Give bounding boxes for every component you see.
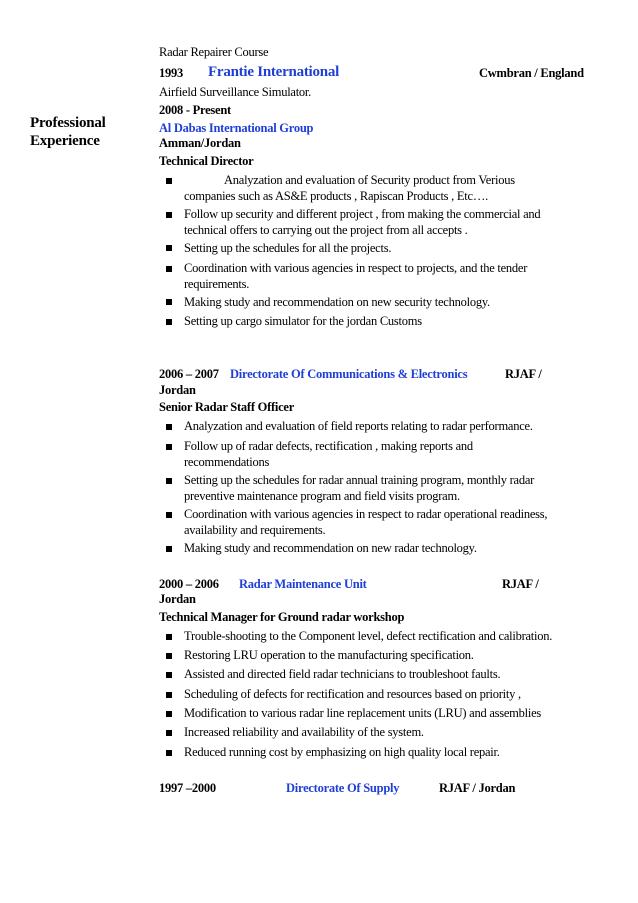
bullet-marker [166, 653, 172, 659]
bullet-marker [166, 212, 172, 218]
bullet-text: requirements. [184, 277, 250, 291]
bullet-marker [166, 711, 172, 717]
bullet-marker [166, 672, 172, 678]
bullet-text: Coordination with various agencies in respect to projects, and the tender [184, 261, 528, 275]
section-heading-line2: Experience [30, 133, 100, 149]
job-description: Airfield Surveillance Simulator. [159, 85, 312, 99]
bullet-marker [166, 299, 172, 305]
bullet-text: Modification to various radar line replacement units (LRU) and assemblies [184, 706, 541, 720]
bullet-text: Setting up the schedules for radar annual training program, monthly radar [184, 473, 535, 487]
job-title: Senior Radar Staff Officer [159, 400, 295, 414]
bullet-text: recommendations [184, 455, 270, 469]
company-name: Al Dabas International Group [159, 121, 314, 135]
company-name: Frantie International [208, 64, 339, 80]
bullet-text: Restoring LRU operation to the manufacturing specification. [184, 648, 474, 662]
bullet-marker [166, 730, 172, 736]
job-dates: 1993 [159, 66, 183, 80]
bullet-text: Setting up cargo simulator for the jordan Customs [184, 314, 422, 328]
bullet-marker [166, 178, 172, 184]
bullet-text: Reduced running cost by emphasizing on high quality local repair. [184, 745, 500, 759]
bullet-marker [166, 266, 172, 272]
bullet-text: preventive maintenance program and field visits program. [184, 489, 460, 503]
bullet-text: companies such as AS&E products , Rapiscan Products , Etc…. [184, 189, 488, 203]
bullet-text: Increased reliability and availability of the system. [184, 725, 424, 739]
company-name: Radar Maintenance Unit [239, 577, 367, 591]
bullet-text: Making study and recommendation on new radar technology. [184, 541, 477, 555]
bullet-marker [166, 512, 172, 518]
bullet-marker [166, 424, 172, 430]
company-name: Directorate Of Communications & Electronics [230, 367, 468, 381]
bullet-text: availability and requirements. [184, 523, 326, 537]
job-title: Technical Director [159, 154, 254, 168]
bullet-text: Analyzation and evaluation of field reports relating to radar performance. [184, 419, 533, 433]
bullet-marker [166, 692, 172, 698]
bullet-marker [166, 444, 172, 450]
bullet-text: Follow up security and different project , from making the commercial and [184, 207, 541, 221]
bullet-marker [166, 478, 172, 484]
job-title: Technical Manager for Ground radar workshop [159, 610, 405, 624]
bullet-text: Scheduling of defects for rectification and resources based on priority , [184, 687, 521, 701]
job-dates: 2000 – 2006 [159, 577, 219, 591]
job-location-country: Jordan [159, 592, 196, 606]
bullet-marker [166, 634, 172, 640]
job-dates: 1997 –2000 [159, 781, 216, 795]
bullet-text: Assisted and directed field radar technicians to troubleshoot faults. [184, 667, 501, 681]
bullet-text: Setting up the schedules for all the projects. [184, 241, 392, 255]
bullet-marker [166, 750, 172, 756]
job-location: RJAF / [502, 577, 539, 591]
course-name: Radar Repairer Course [159, 45, 269, 59]
job-dates: 2008 - Present [159, 103, 231, 117]
job-location: RJAF / Jordan [439, 781, 516, 795]
bullet-text: Coordination with various agencies in respect to radar operational readiness, [184, 507, 548, 521]
bullet-text: Analyzation and evaluation of Security product from Verious [224, 173, 515, 187]
section-heading [30, 114, 106, 150]
section-heading-line1: Professional [30, 115, 106, 131]
bullet-text: Making study and recommendation on new security technology. [184, 295, 490, 309]
job-location-country: Jordan [159, 383, 196, 397]
bullet-marker [166, 319, 172, 325]
job-location: Cwmbran / England [479, 66, 584, 80]
job-location: Amman/Jordan [159, 136, 241, 150]
bullet-text: Follow up of radar defects, rectification , making reports and [184, 439, 473, 453]
bullet-text: Trouble-shooting to the Component level, defect rectification and calibration. [184, 629, 553, 643]
bullet-marker [166, 546, 172, 552]
job-location: RJAF / [505, 367, 542, 381]
company-name: Directorate Of Supply [286, 781, 400, 795]
bullet-text: technical offers to carrying out the project from all accepts . [184, 223, 468, 237]
job-dates: 2006 – 2007 [159, 367, 219, 381]
bullet-marker [166, 245, 172, 251]
